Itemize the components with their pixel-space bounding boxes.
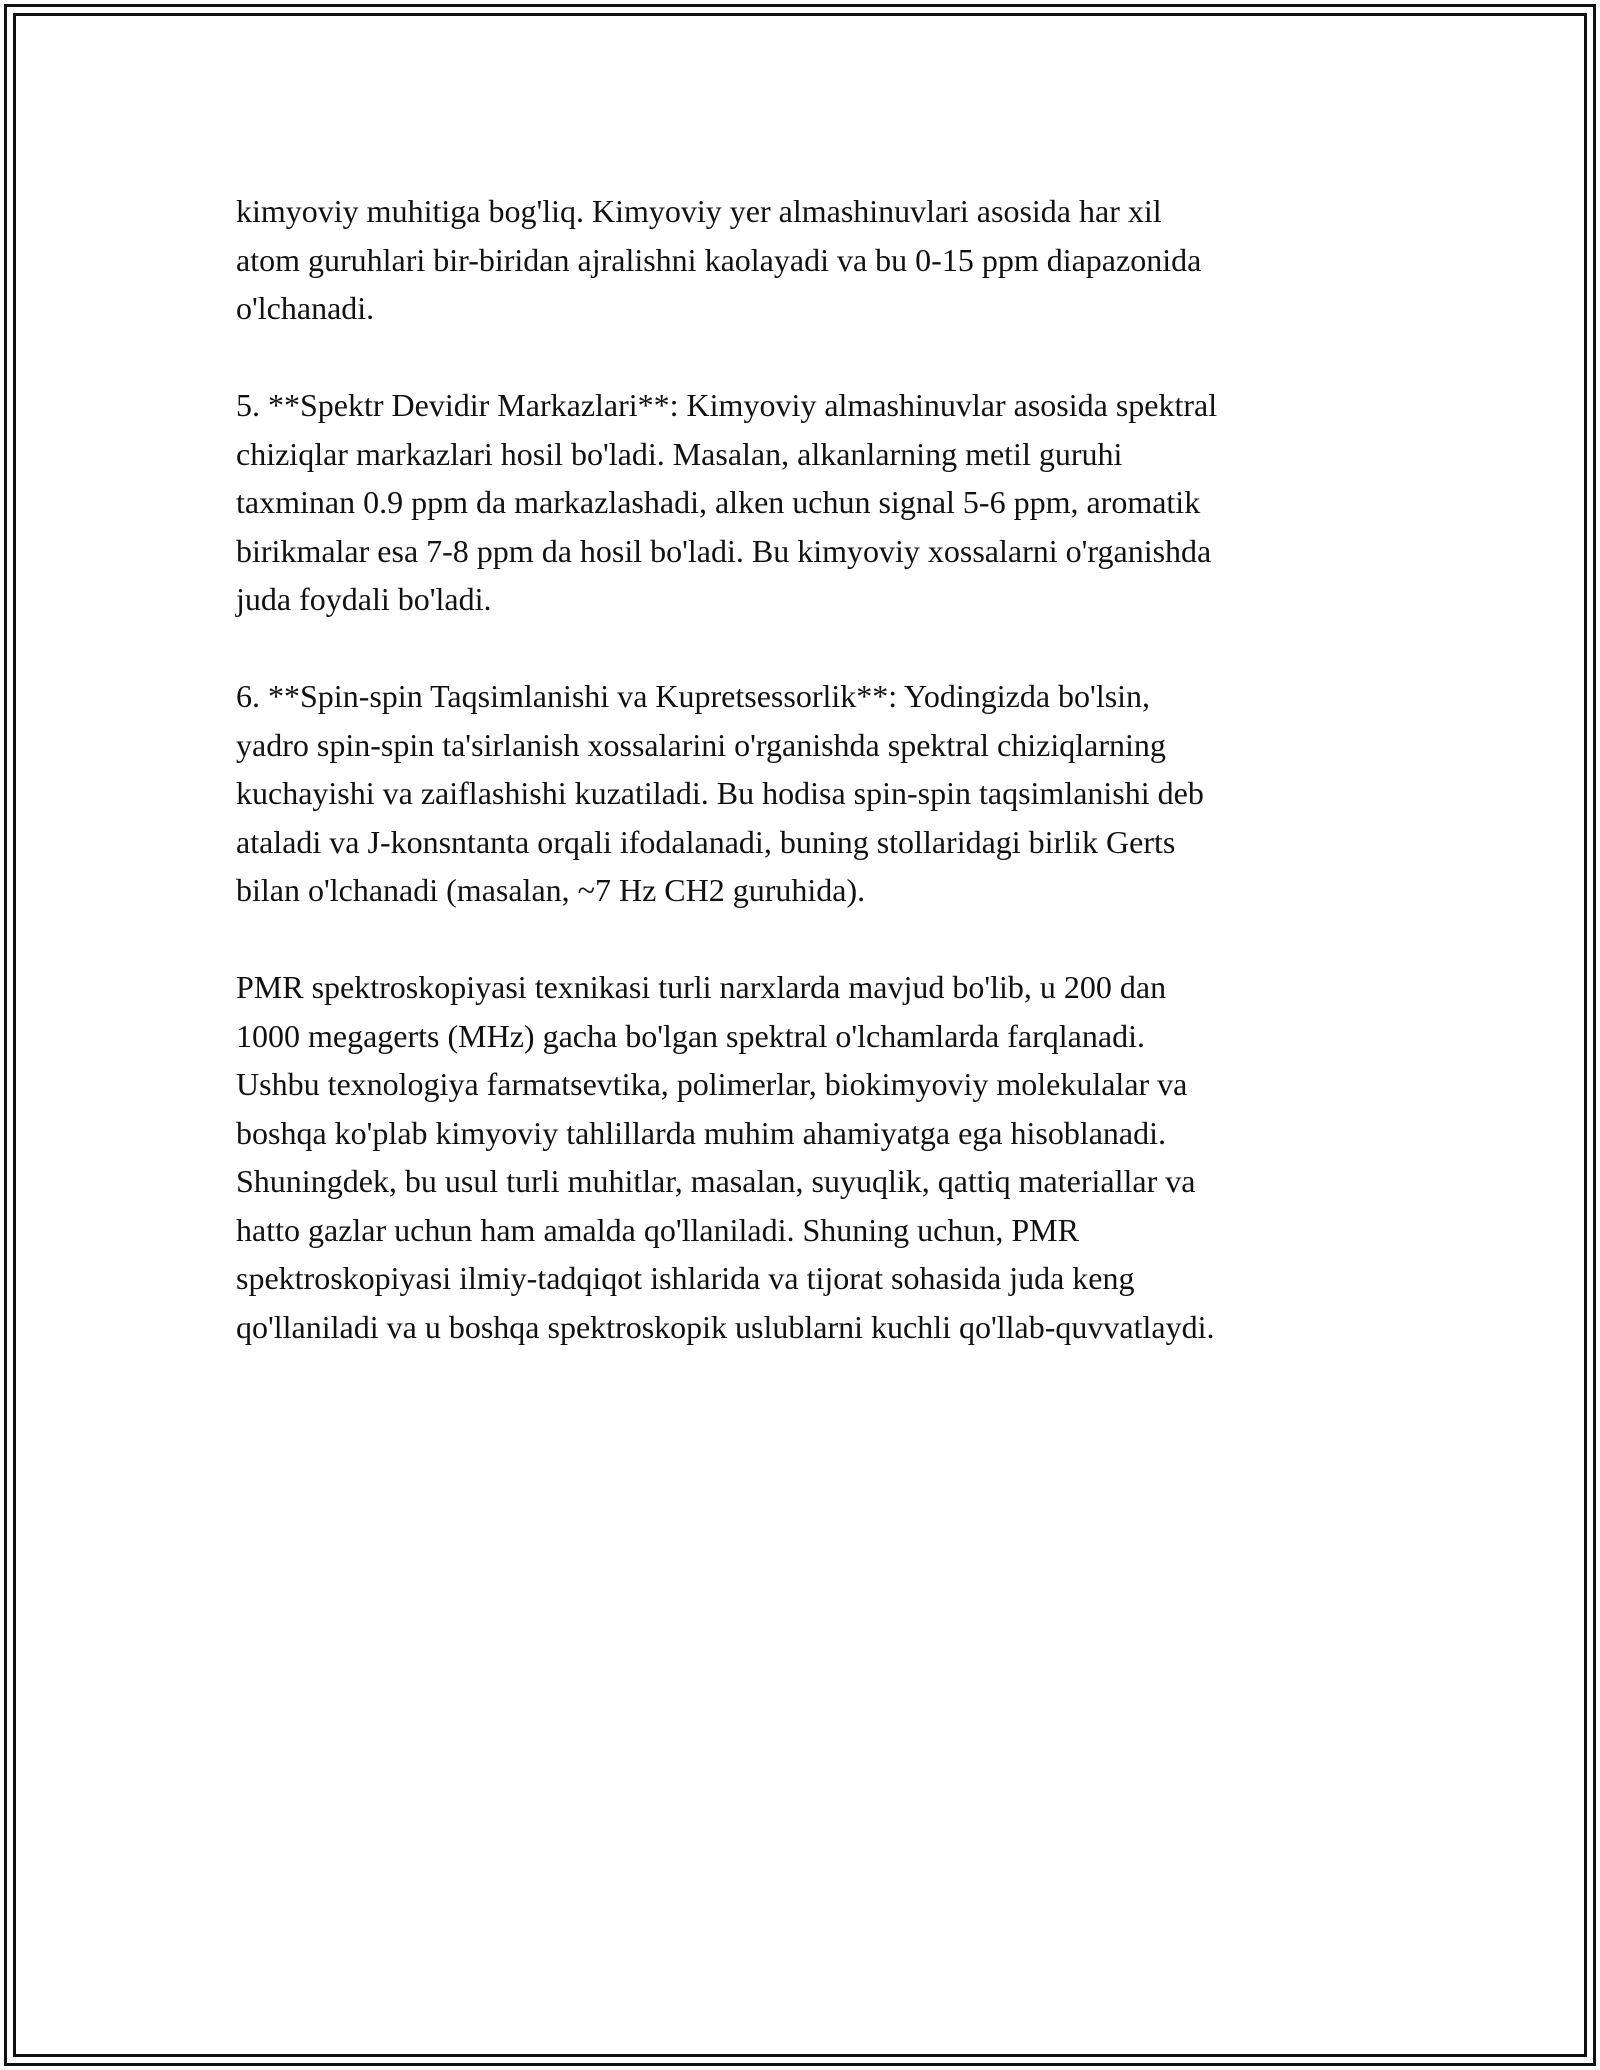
text-line: chiziqlar markazlari hosil bo'ladi. Masalan, alkanlarning metil guruhi xyxy=(236,435,1123,472)
text-line: ataladi va J-konsntanta orqali ifodalanadi, buning stollaridagi birlik Gerts xyxy=(236,823,1176,860)
text-line: kuchayishi va zaiflashishi kuzatiladi. Bu hodisa spin-spin taqsimlanishi deb xyxy=(236,775,1204,811)
text-line: 5. **Spektr Devidir Markazlari**: Kimyoviy almashinuvlar asosida spektral xyxy=(236,387,1218,423)
document-body xyxy=(236,187,1376,1400)
paragraph-chemical-shift xyxy=(236,187,1376,333)
text-line: hatto gazlar uchun ham amalda qo'llaniladi. Shuning uchun, PMR xyxy=(236,1211,1079,1248)
text-line: atom guruhlari bir-biridan ajralishni kaolayadi va bu 0-15 ppm diapazonida xyxy=(236,241,1202,278)
text-line: qo'llaniladi va u boshqa spektroskopik uslublarni kuchli qo'llab-quvvatlaydi. xyxy=(236,1308,1215,1345)
text-line: Ushbu texnologiya farmatsevtika, polimerlar, biokimyoviy molekulalar va xyxy=(236,1066,1188,1102)
text-line: juda foydali bo'ladi. xyxy=(236,581,492,617)
text-line: 1000 megagerts (MHz) gacha bo'lgan spektral o'lchamlarda farqlanadi. xyxy=(236,1017,1145,1054)
text-line: boshqa ko'plab kimyoviy tahlillarda muhim ahamiyatga ega hisoblanadi. xyxy=(236,1114,1166,1151)
text-line: PMR spektroskopiyasi texnikasi turli narxlarda mavjud bo'lib, u 200 dan xyxy=(236,969,1167,1005)
text-line: Shuningdek, bu usul turli muhitlar, masalan, suyuqlik, qattiq materiallar va xyxy=(236,1163,1196,1199)
text-line: kimyoviy muhitiga bog'liq. Kimyoviy yer almashinuvlari asosida har xil xyxy=(236,193,1162,229)
paragraph-pmr-summary xyxy=(236,963,1376,1351)
text-line: spektroskopiyasi ilmiy-tadqiqot ishlarida va tijorat sohasida juda keng xyxy=(236,1260,1135,1296)
text-line: taxminan 0.9 ppm da markazlashadi, alken uchun signal 5-6 ppm, aromatik xyxy=(236,484,1201,520)
text-line: yadro spin-spin ta'sirlanish xossalarini o'rganishda spektral chiziqlarning xyxy=(236,726,1166,763)
text-line: bilan o'lchanadi (masalan, ~7 Hz CH2 guruhida). xyxy=(236,872,866,908)
paragraph-spectral-centers xyxy=(236,381,1376,624)
text-line: o'lchanadi. xyxy=(236,290,375,326)
paragraph-spin-spin xyxy=(236,672,1376,915)
text-line: 6. **Spin-spin Taqsimlanishi va Kupretsessorlik**: Yodingizda bo'lsin, xyxy=(236,678,1151,714)
text-line: birikmalar esa 7-8 ppm da hosil bo'ladi. Bu kimyoviy xossalarni o'rganishda xyxy=(236,532,1212,569)
